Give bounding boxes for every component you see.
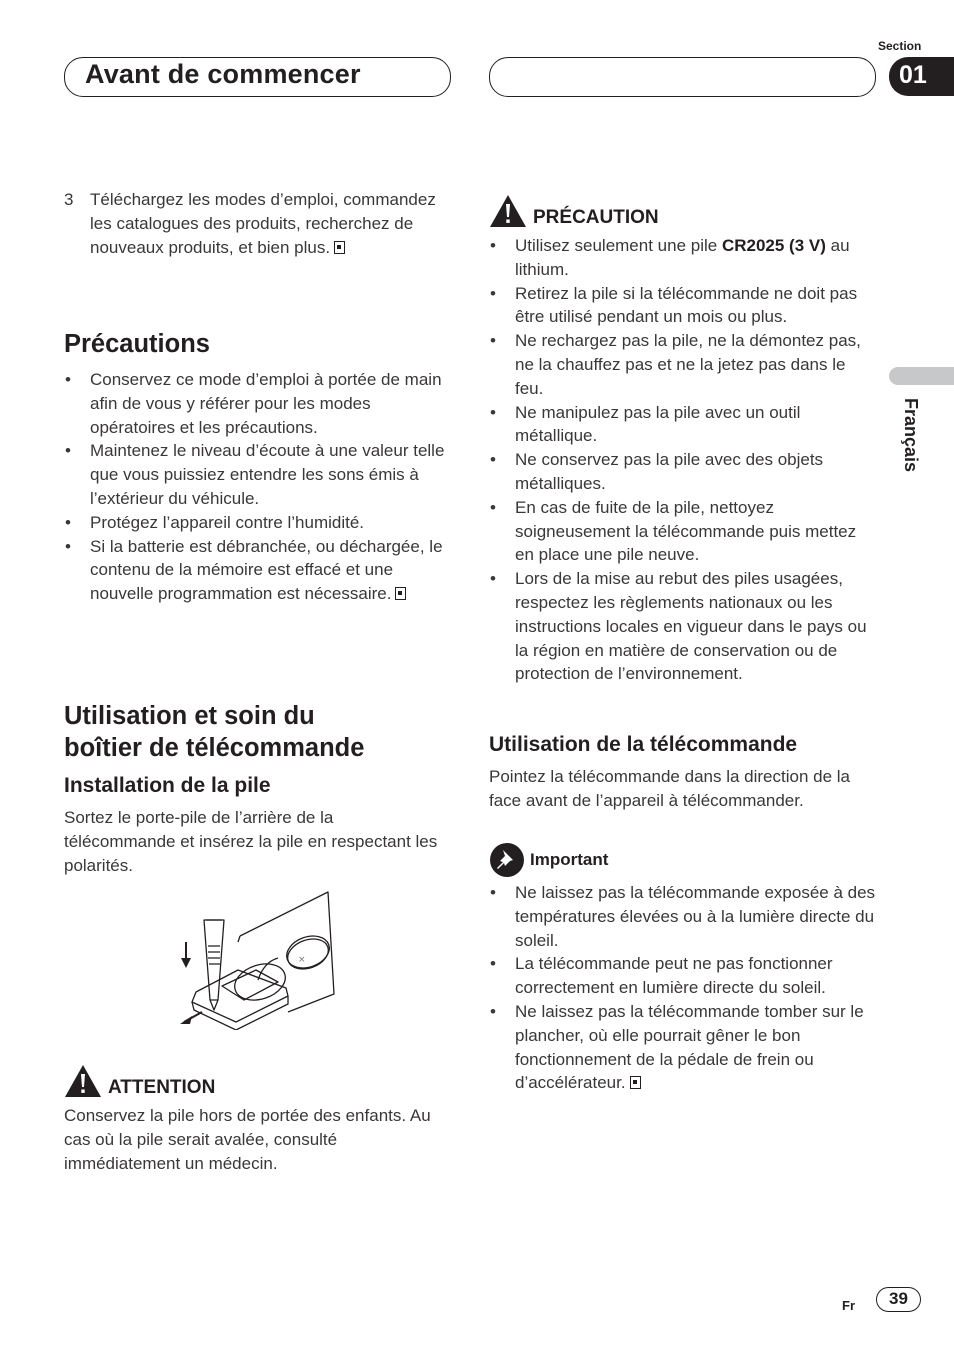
warning-triangle-icon: [64, 1064, 102, 1098]
language-tab-marker: [889, 367, 954, 385]
list-item: • Ne laissez pas la télécommande exposée à des températures élevées ou à la lumière directe du soleil.: [489, 881, 877, 952]
precaution-label: PRÉCAUTION: [533, 207, 659, 228]
list-item: • Ne conservez pas la pile avec des objets métalliques.: [489, 448, 877, 496]
list-item: • Ne manipulez pas la pile avec un outil métallique.: [489, 401, 877, 449]
battery-install-heading: Installation de la pile: [64, 774, 271, 797]
important-label: Important: [530, 850, 609, 869]
list-item: • Lors de la mise au rebut des piles usagées, respectez les règlements nationaux ou les instructions locales en vigueur dans le pays ou la région en matière de conservation ou de protection de l’environnement.: [489, 567, 877, 686]
step-3: [64, 188, 450, 259]
battery-model: CR2025 (3 V): [721, 236, 826, 255]
list-item: • Protégez l’appareil contre l’humidité.: [64, 511, 450, 535]
important-list: [489, 881, 877, 1095]
list-item: • Maintenez le niveau d’écoute à une valeur telle que vous puissiez entendre les sons émis à l’extérieur du véhicule.: [64, 439, 450, 510]
remote-usage-heading: Utilisation de la télécommande: [489, 733, 798, 756]
pushpin-icon: [489, 842, 525, 878]
step-text: Téléchargez les modes d’emploi, commandez les catalogues des produits, recherchez de nouveaux produits, et bien plus.: [90, 190, 436, 257]
warning-triangle-icon: [489, 194, 527, 228]
battery-install-text: Sortez le porte-pile de l’arrière de la télécommande et insérez la pile en respectant les polarités.: [64, 808, 438, 875]
end-mark-icon: [630, 1076, 641, 1089]
footer-language-code: Fr: [842, 1298, 855, 1313]
language-tab-label: Français: [901, 398, 921, 473]
list-item: • Retirez la pile si la télécommande ne doit pas être utilisé pendant un mois ou plus.: [489, 282, 877, 330]
precautions-heading: Précautions: [64, 330, 210, 358]
svg-text:×: ×: [298, 955, 306, 965]
list-item: • Utilisez seulement une pile CR2025 (3 V) au lithium.: [489, 234, 877, 282]
header-empty-pill: [489, 57, 876, 97]
precaution-heading: [489, 194, 659, 228]
remote-usage-text: Pointez la télécommande dans la direction de la face avant de l’appareil à télécommander.: [489, 767, 850, 810]
remote-care-heading: [64, 700, 450, 764]
section-number-tab: 01: [889, 57, 954, 96]
precautions-list: [64, 368, 450, 606]
attention-heading: [64, 1064, 215, 1098]
attention-label: ATTENTION: [108, 1077, 216, 1098]
battery-insertion-illustration: [178, 890, 338, 1030]
important-heading: [489, 842, 608, 878]
list-item: • Ne rechargez pas la pile, ne la démontez pas, ne la chauffez pas et ne la jetez pas dans le feu.: [489, 329, 877, 400]
remote-care-heading-line1: Utilisation et soin du: [64, 702, 315, 730]
page-header-title: Avant de commencer: [85, 59, 361, 89]
list-item: • Si la batterie est débranchée, ou déchargée, le contenu de la mémoire est effacé et une nouvelle programmation est nécessaire.: [64, 535, 450, 606]
precaution-list: [489, 234, 877, 686]
list-item: • La télécommande peut ne pas fonctionner correctement en lumière directe du soleil.: [489, 952, 877, 1000]
list-item: • Conservez ce mode d’emploi à portée de main afin de vous y référer pour les modes opératoires et les précautions.: [64, 368, 450, 439]
attention-text: Conservez la pile hors de portée des enfants. Au cas où la pile serait avalée, consulté immédiatement un médecin.: [64, 1106, 431, 1173]
page-number: 39: [876, 1287, 921, 1312]
remote-care-heading-line2: boîtier de télécommande: [64, 734, 365, 762]
step-number: 3: [64, 190, 74, 209]
list-item: • En cas de fuite de la pile, nettoyez soigneusement la télécommande puis mettez en place une pile neuve.: [489, 496, 877, 567]
end-mark-icon: [334, 241, 345, 254]
list-item: • Ne laissez pas la télécommande tomber sur le plancher, où elle pourrait gêner le bon fonctionnement de la pédale de frein ou d’accélérateur.: [489, 1000, 877, 1095]
section-label: Section: [878, 39, 922, 53]
end-mark-icon: [395, 587, 406, 600]
